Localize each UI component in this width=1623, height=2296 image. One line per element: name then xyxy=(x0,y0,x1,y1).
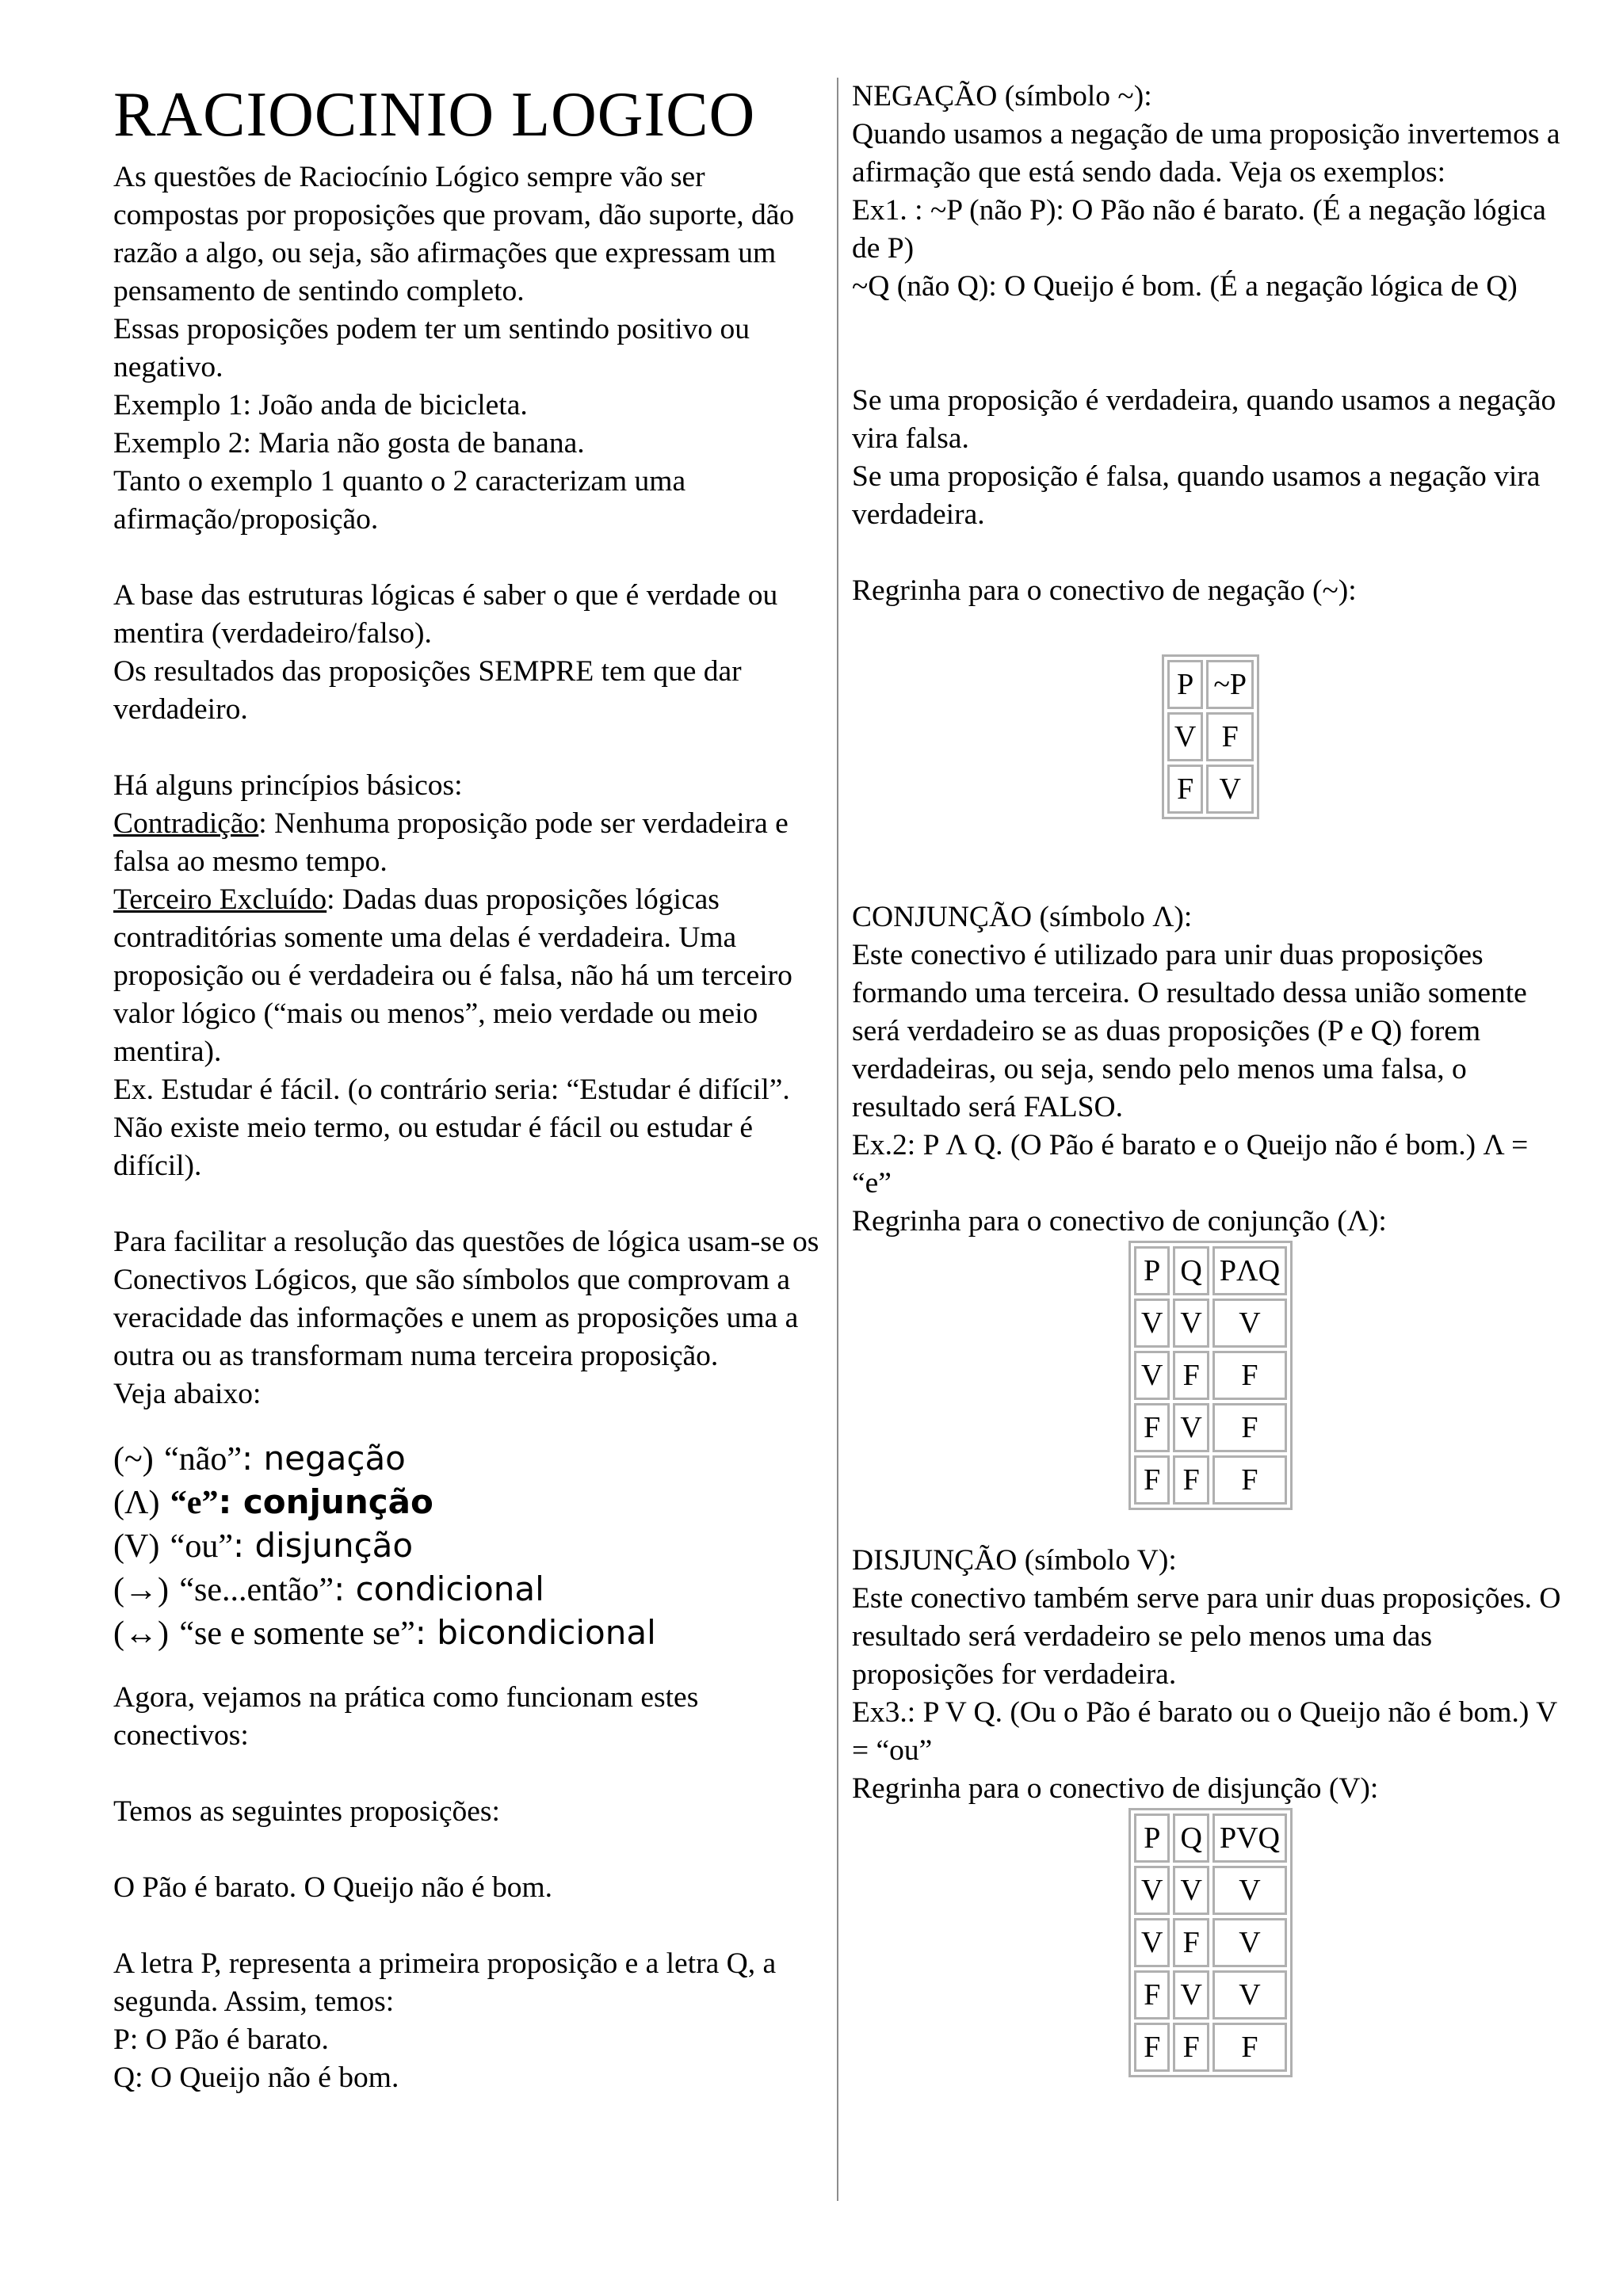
conjuncao-regrinha: Regrinha para o conectivo de conjunção (Λ): xyxy=(852,1205,1387,1238)
example-paragraph: Ex. Estudar é fácil. (o contrário seria: “Estudar é difícil”. Não existe meio termo, ou estudar é fácil ou estudar é difícil). xyxy=(113,1074,790,1182)
table-header-cell: Q xyxy=(1173,1814,1209,1863)
table-cell: V xyxy=(1206,765,1254,814)
table-cell: F xyxy=(1212,2023,1287,2072)
table-cell: V xyxy=(1134,1866,1170,1915)
table-cell: F xyxy=(1134,2023,1170,2072)
connective-item: (↔) “se e somente se”: bicondicional xyxy=(113,1613,656,1652)
table-cell: F xyxy=(1134,1970,1170,2019)
table-cell: V xyxy=(1167,712,1203,761)
table-cell: F xyxy=(1134,1403,1170,1452)
principle-contradicao xyxy=(113,805,827,881)
example-line: Exemplo 2: Maria não gosta de banana. xyxy=(113,427,585,460)
column-divider xyxy=(837,78,838,2201)
conjuncao-text: Este conectivo é utilizado para unir duas proposições formando uma terceira. O resultado dessa união somente será verdadeiro se as duas proposições (P e Q) forem verdadeiras, ou seja, sendo pelo menos uma falsa, o resultado será FALSO. xyxy=(852,939,1527,1123)
base-paragraph: A base das estruturas lógicas é saber o que é verdade ou mentira (verdadeiro/falso). xyxy=(113,579,778,650)
connective-item: (→) “se...então”: condicional xyxy=(113,1569,544,1608)
intro-paragraph: Tanto o exemplo 1 quanto o 2 caracterizam uma afirmação/proposição. xyxy=(113,465,686,536)
principles-intro: Há alguns princípios básicos: xyxy=(113,769,463,802)
principle-terceiro xyxy=(113,881,827,1071)
connective-item: (Λ) “e”: conjunção xyxy=(113,1482,433,1521)
negacao-rule: Se uma proposição é verdadeira, quando usamos a negação vira falsa. xyxy=(852,384,1556,455)
left-column xyxy=(113,78,827,2097)
negacao-example: Ex1. : ~P (não P): O Pão não é barato. (É a negação lógica de P) xyxy=(852,194,1546,265)
connective-item: (~) “não”: negação xyxy=(113,1439,406,1478)
table-header-cell: ~P xyxy=(1206,660,1254,709)
conectivos-intro: Para facilitar a resolução das questões de lógica usam-se os Conectivos Lógicos, que são símbolos que comprovam a veracidade das informações e unem as proposições uma a outra ou as transformam numa terceira proposição. xyxy=(113,1226,819,1372)
temos-line: Temos as seguintes proposições: xyxy=(113,1795,500,1828)
intro-paragraph: As questões de Raciocínio Lógico sempre vão ser compostas por proposições que provam, dão suporte, dão razão a algo, ou seja, são afirmações que expressam um pensamento de sentindo completo. xyxy=(113,161,795,307)
table-header-cell: P xyxy=(1134,1814,1170,1863)
table-cell: F xyxy=(1173,2023,1209,2072)
table-header-cell: Q xyxy=(1173,1246,1209,1295)
connective-item: (V) “ou”: disjunção xyxy=(113,1526,414,1565)
table-cell: V xyxy=(1212,1970,1287,2019)
table-cell: F xyxy=(1173,1918,1209,1967)
negacao-text: Quando usamos a negação de uma proposição invertemos a afirmação que está sendo dada. Veja os exemplos: xyxy=(852,118,1560,189)
disjuncao-regrinha: Regrinha para o conectivo de disjunção (V): xyxy=(852,1772,1379,1805)
disjunction-truth-table xyxy=(1128,1808,1293,2077)
veja-abaixo: Veja abaixo: xyxy=(113,1378,262,1410)
table-cell: F xyxy=(1212,1455,1287,1505)
table-header-cell: PVQ xyxy=(1212,1814,1287,1863)
table-cell: V xyxy=(1173,1970,1209,2019)
negation-truth-table xyxy=(1162,654,1259,819)
right-column xyxy=(852,78,1569,2077)
table-cell: F xyxy=(1212,1403,1287,1452)
table-cell: F xyxy=(1212,1351,1287,1400)
table-cell: V xyxy=(1173,1299,1209,1348)
table-header-cell: PΛQ xyxy=(1212,1246,1287,1295)
table-cell: F xyxy=(1173,1455,1209,1505)
principle-label: Contradição xyxy=(113,807,259,840)
conjuncao-title: CONJUNÇÃO (símbolo Λ): xyxy=(852,901,1193,933)
disjuncao-example: Ex3.: P V Q. (Ou o Pão é barato ou o Queijo não é bom.) V = “ou” xyxy=(852,1696,1557,1767)
table-header-cell: P xyxy=(1167,660,1203,709)
table-cell: V xyxy=(1212,1918,1287,1967)
conjunction-truth-table xyxy=(1128,1241,1293,1510)
page-title: RACIOCINIO LOGICO xyxy=(113,80,756,150)
table-cell: F xyxy=(1134,1455,1170,1505)
disjuncao-title: DISJUNÇÃO (símbolo V): xyxy=(852,1544,1177,1577)
table-header-cell: P xyxy=(1134,1246,1170,1295)
negacao-rule: Se uma proposição é falsa, quando usamos a negação vira verdadeira. xyxy=(852,460,1541,531)
principle-label: Terceiro Excluído xyxy=(113,883,327,916)
conjuncao-example: Ex.2: P Λ Q. (O Pão é barato e o Queijo não é bom.) Λ = “e” xyxy=(852,1129,1529,1199)
p-definition: P: O Pão é barato. xyxy=(113,2023,329,2056)
negacao-regrinha: Regrinha para o conectivo de negação (~): xyxy=(852,574,1357,607)
table-cell: V xyxy=(1173,1403,1209,1452)
example-line: Exemplo 1: João anda de bicicleta. xyxy=(113,389,528,421)
negacao-example: ~Q (não Q): O Queijo é bom. (É a negação lógica de Q) xyxy=(852,270,1518,303)
disjuncao-text: Este conectivo também serve para unir duas proposições. O resultado será verdadeiro se pelo menos uma das proposições for verdadeira. xyxy=(852,1582,1561,1691)
table-cell: V xyxy=(1212,1299,1287,1348)
table-cell: V xyxy=(1134,1918,1170,1967)
table-cell: F xyxy=(1173,1351,1209,1400)
table-cell: V xyxy=(1212,1866,1287,1915)
table-cell: F xyxy=(1167,765,1203,814)
table-cell: F xyxy=(1206,712,1254,761)
q-definition: Q: O Queijo não é bom. xyxy=(113,2061,399,2094)
table-cell: V xyxy=(1134,1351,1170,1400)
negacao-title: NEGAÇÃO (símbolo ~): xyxy=(852,80,1152,113)
intro-paragraph: Essas proposições podem ter um sentindo positivo ou negativo. xyxy=(113,313,750,383)
principle-text: : Nenhuma proposição pode ser verdadeira e falsa ao mesmo tempo. xyxy=(113,807,789,878)
table-cell: V xyxy=(1173,1866,1209,1915)
agora-paragraph: Agora, vejamos na prática como funcionam estes conectivos: xyxy=(113,1681,699,1752)
letra-paragraph: A letra P, representa a primeira proposição e a letra Q, a segunda. Assim, temos: xyxy=(113,1947,777,2018)
base-paragraph: Os resultados das proposições SEMPRE tem que dar verdadeiro. xyxy=(113,655,742,726)
principle-text: : Dadas duas proposições lógicas contraditórias somente uma delas é verdadeira. Uma proposição ou é verdadeira ou é falsa, não há um terceiro valor lógico (“mais ou menos”, meio verdade ou meio mentira). xyxy=(113,883,792,1068)
table-cell: V xyxy=(1134,1299,1170,1348)
proposicoes-line: O Pão é barato. O Queijo não é bom. xyxy=(113,1871,553,1904)
